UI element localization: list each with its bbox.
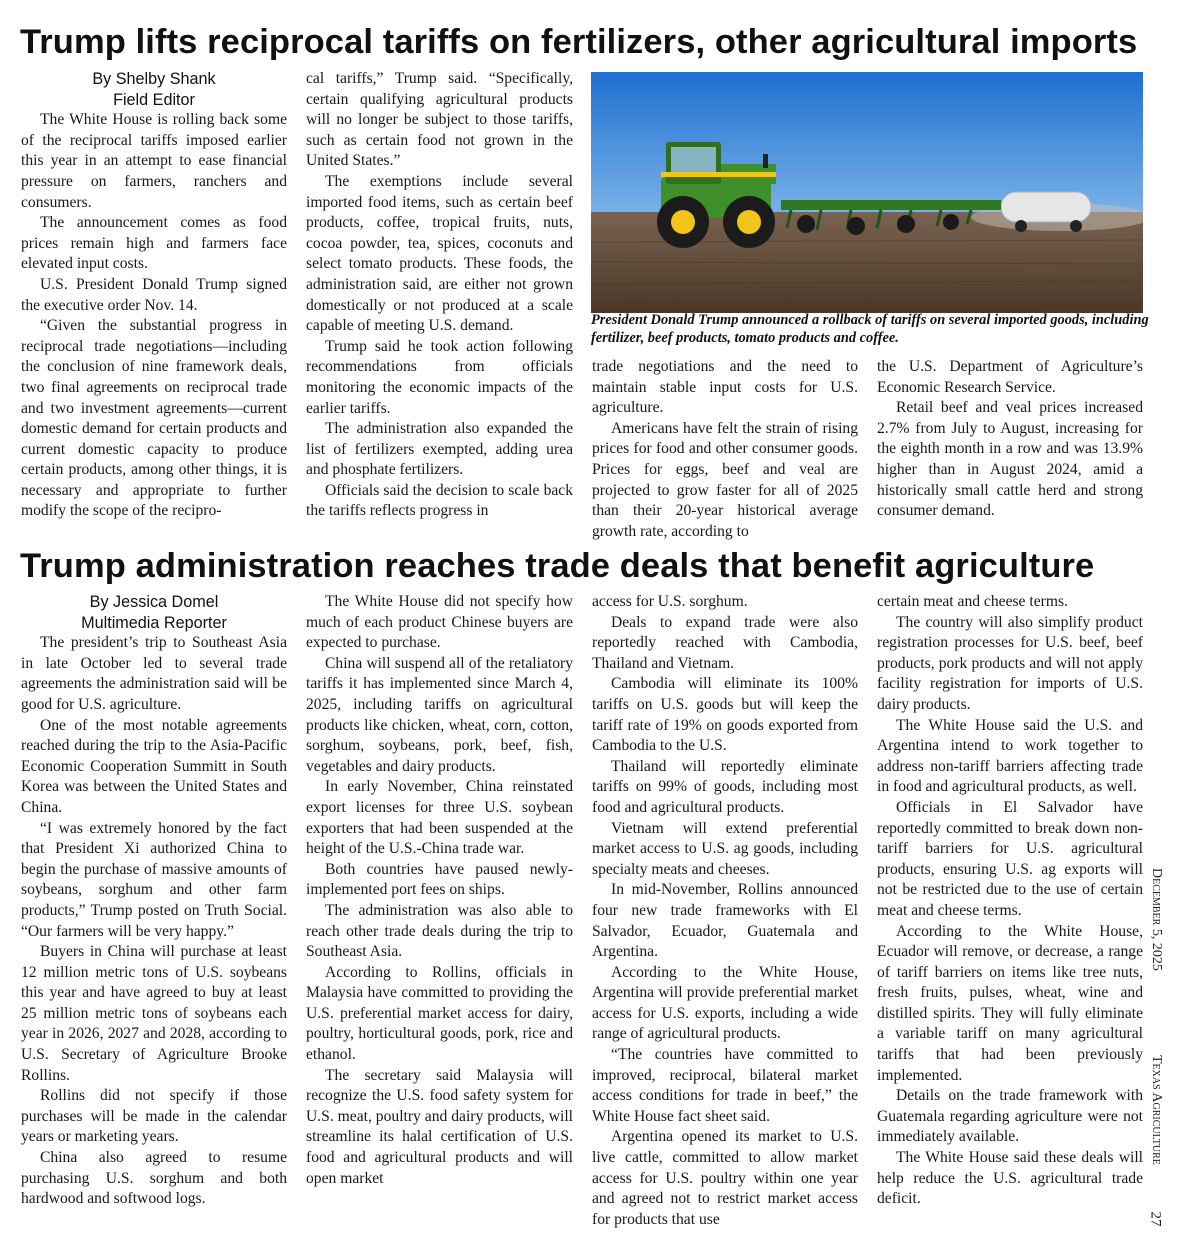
article2-paragraph: Rollins did not specify if those purchases will be made in the calendar years or marketing years. <box>21 1087 287 1146</box>
article2-paragraph: According to Rollins, officials in Malaysia have committed to providing the U.S. preferential market access for dairy, poultry, horticultural goods, pork, rice and ethanol. <box>306 963 573 1064</box>
article2-paragraph: In mid-November, Rollins announced four new trade frameworks with El Salvador, Ecuador, Guatemala and Argentina. <box>592 881 858 961</box>
article1-paragraph: The White House is rolling back some of the reciprocal tariffs imposed earlier this year in an attempt to ease financial pressure on farmers, ranchers and consumers. <box>21 111 287 211</box>
article2-byline-name: By Jessica Domel <box>89 593 219 611</box>
photo-caption: President Donald Trump announced a rollback of tariffs on several imported goods, including fertilizer, beef products, tomato products and coffee. <box>591 312 1149 346</box>
article2-paragraph: In early November, China reinstated export licenses for three U.S. soybean exporters that had been suspended at the height of the U.S.-China trade war. <box>306 778 573 858</box>
article2-paragraph: Details on the trade framework with Guatemala regarding agriculture were not immediately available. <box>877 1087 1143 1146</box>
article2-paragraph: certain meat and cheese terms. <box>877 593 1068 610</box>
article1-paragraph: cal tariffs,” Trump said. “Specifically, certain qualifying agricultural products will no longer be subject to those tariffs, such as certain food not grown in the United States.” <box>306 70 573 170</box>
article2-paragraph: Thailand will reportedly eliminate tariffs on 99% of goods, including most food and agricultural products. <box>592 757 858 816</box>
article2-paragraph: The White House said these deals will help reduce the U.S. agricultural trade deficit. <box>877 1149 1143 1208</box>
article2-paragraph: Cambodia will eliminate its 100% tariffs on U.S. goods but will keep the tariff rate of 19% on goods exported from Cambodia to the U.S. <box>592 675 858 755</box>
article2-column-3 <box>592 592 858 1237</box>
article1-paragraph: Retail beef and veal prices increased 2.7% from July to August, increasing for the eighth month in a row and was 13.9% higher than in August 2024, amid a historically small cattle herd and strong consumer demand. <box>877 399 1143 520</box>
article1-paragraph: Officials said the decision to scale back the tariffs reflects progress in <box>306 481 573 520</box>
article2-paragraph: Vietnam will extend preferential market access to U.S. ag goods, including specialty meats and cheeses. <box>592 819 858 878</box>
article2-column-4 <box>877 592 1143 1237</box>
article2-paragraph: The White House did not specify how much of each product Chinese buyers are expected to purchase. <box>306 593 573 652</box>
article2-paragraph: access for U.S. sorghum. <box>592 593 748 610</box>
article2-paragraph: “I was extremely honored by the fact that President Xi authorized China to begin the purchase of massive amounts of soybeans, sorghum and other farm products,” Trump posted on Truth Social. “Our farmers will be very happy.” <box>21 819 287 940</box>
article2-byline-title: Multimedia Reporter <box>81 613 227 632</box>
tractor-photo <box>591 72 1143 313</box>
article1-byline-title: Field Editor <box>113 90 195 109</box>
article2-column-1 <box>21 592 287 1237</box>
page-number: 27 <box>1147 1211 1164 1227</box>
article2-paragraph: According to the White House, Ecuador will remove, or decrease, a range of tariff barriers on items like tree nuts, fresh fruits, pulses, wheat, wine and distilled spirits. They will fully eliminate a variable tariff on many agricultural tariffs that had been previously implemented. <box>877 922 1143 1084</box>
article1-byline-name: By Shelby Shank <box>92 70 216 88</box>
article1-paragraph: The exemptions include several imported food items, such as certain beef products, coffee, tropical fruits, nuts, cocoa powder, tea, spices, coconuts and select tomato products. These foods, the administration said, are either not grown domestically or not produced at a scale capable of meeting U.S. demand. <box>306 172 573 335</box>
article2-paragraph: The secretary said Malaysia will recognize the U.S. food safety system for U.S. meat, poultry and dairy products, will streamline its halal certification of U.S. food and agricultural products and will open market <box>306 1066 573 1187</box>
folio-date-text: December 5, 2025 <box>1149 868 1164 971</box>
article2-paragraph: Both countries have paused newly-implemented port fees on ships. <box>306 860 573 899</box>
article2-paragraph: “The countries have committed to improved, reciprocal, bilateral market access conditions for trade in beef,” the White House fact sheet said. <box>592 1046 858 1125</box>
article1-column-2 <box>306 69 573 547</box>
article1-paragraph: the U.S. Department of Agriculture’s Economic Research Service. <box>877 358 1143 396</box>
article1-headline: Trump lifts reciprocal tariffs on fertilizers, other agricultural imports <box>20 23 1138 61</box>
folio-date <box>1148 868 1164 971</box>
article2-paragraph: Deals to expand trade were also reportedly reached with Cambodia, Thailand and Vietnam. <box>592 613 858 672</box>
article2-paragraph: The country will also simplify product registration processes for U.S. beef, beef products, pork products and will not apply facility registration for imports of U.S. dairy products. <box>877 613 1143 713</box>
article2-column-2 <box>306 592 573 1237</box>
article1-column-1 <box>21 69 287 547</box>
article2-paragraph: The White House said the U.S. and Argentina intend to work together to address non-tariff barriers affecting trade in food and agricultural products, as well. <box>877 716 1143 796</box>
article2-paragraph: One of the most notable agreements reached during the trip to the Asia-Pacific Economic Cooperation Summitt in South Korea was between the United States and China. <box>21 716 287 816</box>
folio-publication-text: Texas Agriculture <box>1149 1055 1164 1165</box>
article1-paragraph: “Given the substantial progress in reciprocal trade negotiations—including the conclusion of nine framework deals, two final agreements on reciprocal trade and two investment agreements—current domestic demand for certain products and current domestic capacity to produce certain products, among other things, it is necessary and appropriate to further modify the scope of the recipro- <box>21 317 287 520</box>
article2-paragraph: Buyers in China will purchase at least 12 million metric tons of U.S. soybeans this year and have agreed to buy at least 25 million metric tons of soybeans each year in 2026, 2027 and 2028, according to U.S. Secretary of Agriculture Brooke Rollins. <box>21 943 287 1084</box>
article1-paragraph: trade negotiations and the need to maintain stable input costs for U.S. agriculture. <box>592 358 858 417</box>
article2-paragraph: China will suspend all of the retaliatory tariffs it has implemented since March 4, 2025, including tariffs on agricultural products like chicken, wheat, corn, cotton, sorghum, soybeans, pork, beef, fish, vegetables and dairy products. <box>306 654 573 775</box>
article2-paragraph: China also agreed to resume purchasing U.S. sorghum and both hardwood and softwood logs. <box>21 1149 287 1208</box>
article2-paragraph: Officials in El Salvador have reportedly committed to break down non-tariff barriers for U.S. agricultural products, ensuring U.S. ag exports will not be restricted due to the use of certain meat and cheese terms. <box>877 798 1143 919</box>
article1-paragraph: The administration also expanded the list of fertilizers exempted, adding urea and phosphate fertilizers. <box>306 420 573 479</box>
article1-paragraph: Trump said he took action following recommendations from officials monitoring the economic impacts of the earlier tariffs. <box>306 337 573 417</box>
article2-paragraph: According to the White House, Argentina will provide preferential market access for U.S. exports, including a wide range of agricultural products. <box>592 963 858 1043</box>
article2-headline: Trump administration reaches trade deals that benefit agriculture <box>20 547 1095 585</box>
article1-paragraph: U.S. President Donald Trump signed the executive order Nov. 14. <box>21 275 287 314</box>
article2-paragraph: Argentina opened its market to U.S. live cattle, committed to allow market access for U.S. poultry within one year and agreed not to restrict market access for products that use <box>592 1128 858 1228</box>
folio-publication <box>1148 1055 1164 1165</box>
article2-paragraph: The administration was also able to reach other trade deals during the trip to Southeast Asia. <box>306 901 573 961</box>
article2-paragraph: The president’s trip to Southeast Asia in late October led to several trade agreements the administration said will be good for U.S. agriculture. <box>21 634 287 713</box>
article1-column-3 <box>592 357 858 547</box>
article1-paragraph: Americans have felt the strain of rising prices for food and other consumer goods. Prices for eggs, beef and veal are projected to grow faster for all of 2025 than their 20-year historical average growth rate, according to <box>592 419 858 540</box>
article1-paragraph: The announcement comes as food prices remain high and farmers face elevated input costs. <box>21 214 287 273</box>
article1-column-4 <box>877 357 1143 547</box>
